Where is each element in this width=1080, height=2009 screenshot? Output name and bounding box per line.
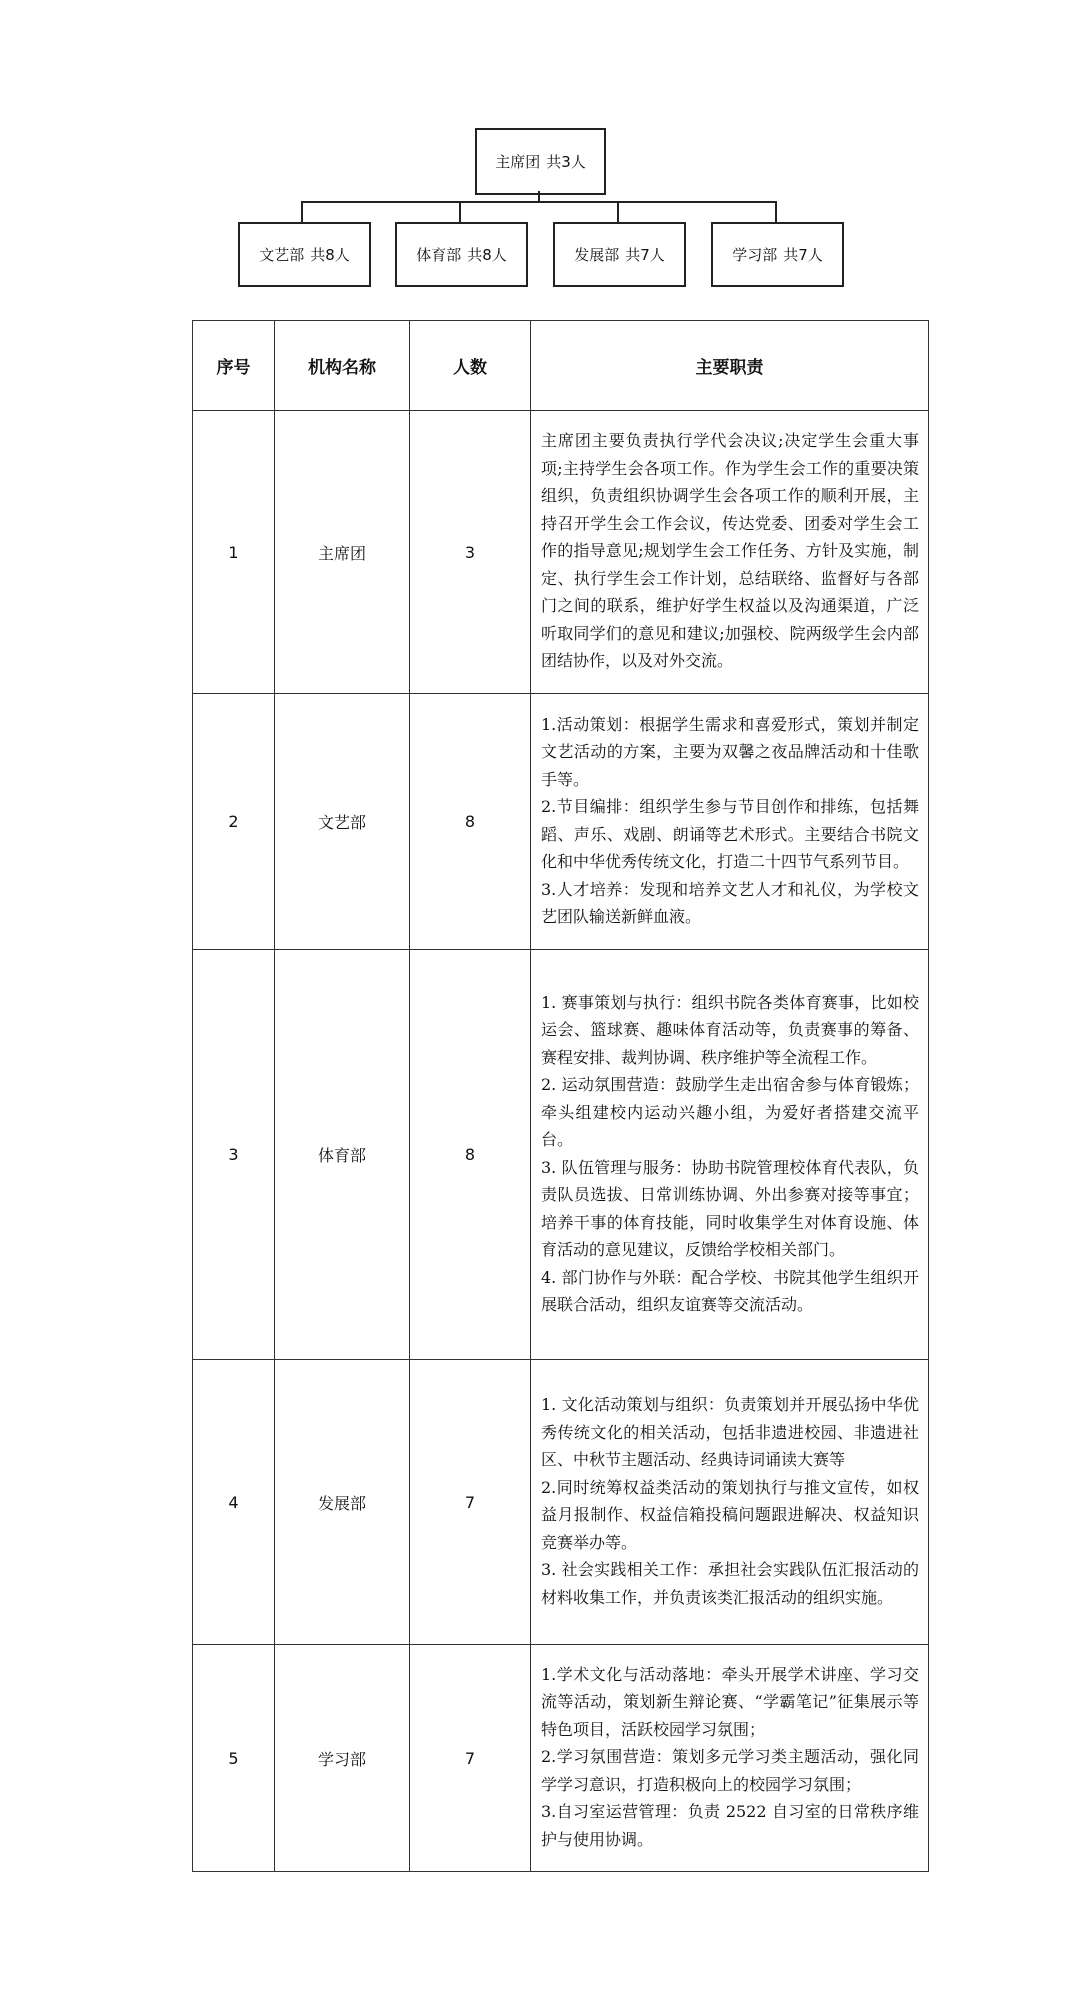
org-child-name: 学习部 [732, 246, 778, 264]
duty-paragraph: 2.节目编排：组织学生参与节目创作和排练，包括舞蹈、声乐、戏剧、朗诵等艺术形式。主要结合书院文化和中华优秀传统文化，打造二十四节气系列节目。 [541, 797, 919, 871]
duty-paragraph: 3. 社会实践相关工作：承担社会实践队伍汇报活动的材料收集工作，并负责该类汇报活动的组织实施。 [541, 1560, 919, 1607]
duty-paragraph: 3. 队伍管理与服务：协助书院管理校体育代表队，负责队员选拔、日常训练协调、外出参赛对接等事宜；培养干事的体育技能，同时收集学生对体育设施、体育活动的意见建议，反馈给学校相关部门。 [541, 1157, 919, 1259]
table-row [193, 950, 929, 1360]
cell-org-name: 体育部 [275, 950, 410, 1360]
cell-duties [531, 1360, 929, 1645]
duty-paragraph: 4. 部门协作与外联：配合学校、书院其他学生组织开展联合活动，组织友谊赛等交流活动。 [541, 1267, 919, 1314]
connector-horizontal [301, 201, 777, 203]
cell-index: 3 [193, 950, 275, 1360]
header-index: 序号 [193, 321, 275, 411]
duty-paragraph: 2.学习氛围营造：策划多元学习类主题活动，强化同学学习意识，打造积极向上的校园学习氛围； [541, 1747, 919, 1794]
duties-table [192, 320, 929, 1872]
header-org-name: 机构名称 [275, 321, 410, 411]
org-child-name: 文艺部 [259, 246, 305, 264]
cell-org-name: 主席团 [275, 411, 410, 694]
cell-count: 7 [410, 1645, 531, 1872]
org-child-name: 发展部 [574, 246, 620, 264]
duty-paragraph: 1.学术文化与活动落地：牵头开展学术讲座、学习交流等活动，策划新生辩论赛、“学霸笔记”征集展示等特色项目，活跃校园学习氛围； [541, 1664, 919, 1739]
org-child-count: 共8人 [467, 246, 507, 264]
cell-count: 7 [410, 1360, 531, 1645]
table-row [193, 694, 929, 950]
cell-org-name: 文艺部 [275, 694, 410, 950]
cell-duties [531, 694, 929, 950]
cell-duties [531, 411, 929, 694]
org-root-count: 共3人 [546, 153, 586, 171]
duty-paragraph: 1. 文化活动策划与组织：负责策划并开展弘扬中华优秀传统文化的相关活动，包括非遗进校园、非遗进社区、中秋节主题活动、经典诗词诵读大赛等 [541, 1395, 919, 1469]
cell-duties [531, 950, 929, 1360]
cell-count: 8 [410, 950, 531, 1360]
cell-count: 8 [410, 694, 531, 950]
org-child-name: 体育部 [416, 246, 462, 264]
cell-index: 1 [193, 411, 275, 694]
duty-paragraph: 2.同时统筹权益类活动的策划执行与推文宣传，如权益月报制作、权益信箱投稿问题跟进解决、权益知识竞赛举办等。 [541, 1477, 919, 1552]
connector-drop-1 [459, 201, 461, 222]
header-count: 人数 [410, 321, 531, 411]
duty-paragraph: 1. 赛事策划与执行：组织书院各类体育赛事，比如校运会、篮球赛、趣味体育活动等，负责赛事的筹备、赛程安排、裁判协调、秩序维护等全流程工作。 [541, 992, 919, 1067]
duty-paragraph: 2. 运动氛围营造：鼓励学生走出宿舍参与体育锻炼；牵头组建校内运动兴趣小组，为爱好者搭建交流平台。 [541, 1075, 919, 1149]
org-child-box [553, 222, 686, 287]
duty-paragraph: 1.活动策划：根据学生需求和喜爱形式，策划并制定文艺活动的方案，主要为双馨之夜品牌活动和十佳歌手等。 [541, 714, 919, 789]
org-root-name: 主席团 [495, 153, 541, 171]
cell-index: 2 [193, 694, 275, 950]
connector-drop-0 [301, 201, 303, 222]
org-child-box [238, 222, 371, 287]
table-row [193, 1645, 929, 1872]
table-row [193, 1360, 929, 1645]
connector-drop-3 [775, 201, 777, 222]
duty-paragraph: 主席团主要负责执行学代会决议;决定学生会重大事项;主持学生会各项工作。作为学生会工作的重要决策组织，负责组织协调学生会各项工作的顺利开展，主持召开学生会工作会议，传达党委、团委对学生会工作的指导意见;规划学生会工作任务、方针及实施，制定、执行学生会工作计划，总结联络、监督好与各部门之间的联系，维护好学生权益以及沟通渠道，广泛听取同学们的意见和建议;加强校、院两级学生会内部团结协作，以及对外交流。 [541, 431, 919, 671]
org-child-box [395, 222, 528, 287]
duty-paragraph: 3.人才培养：发现和培养文艺人才和礼仪，为学校文艺团队输送新鲜血液。 [541, 879, 919, 926]
org-child-count: 共7人 [783, 246, 823, 264]
org-root-box [475, 128, 606, 195]
cell-org-name: 学习部 [275, 1645, 410, 1872]
table-header-row [193, 321, 929, 411]
cell-count: 3 [410, 411, 531, 694]
org-child-count: 共7人 [625, 246, 665, 264]
header-duties: 主要职责 [531, 321, 929, 411]
table-row [193, 411, 929, 694]
org-child-box [711, 222, 844, 287]
duty-paragraph: 3.自习室运营管理：负责 2522 自习室的日常秩序维护与使用协调。 [541, 1802, 919, 1849]
connector-drop-2 [617, 201, 619, 222]
org-child-count: 共8人 [310, 246, 350, 264]
cell-duties [531, 1645, 929, 1872]
cell-org-name: 发展部 [275, 1360, 410, 1645]
cell-index: 5 [193, 1645, 275, 1872]
cell-index: 4 [193, 1360, 275, 1645]
